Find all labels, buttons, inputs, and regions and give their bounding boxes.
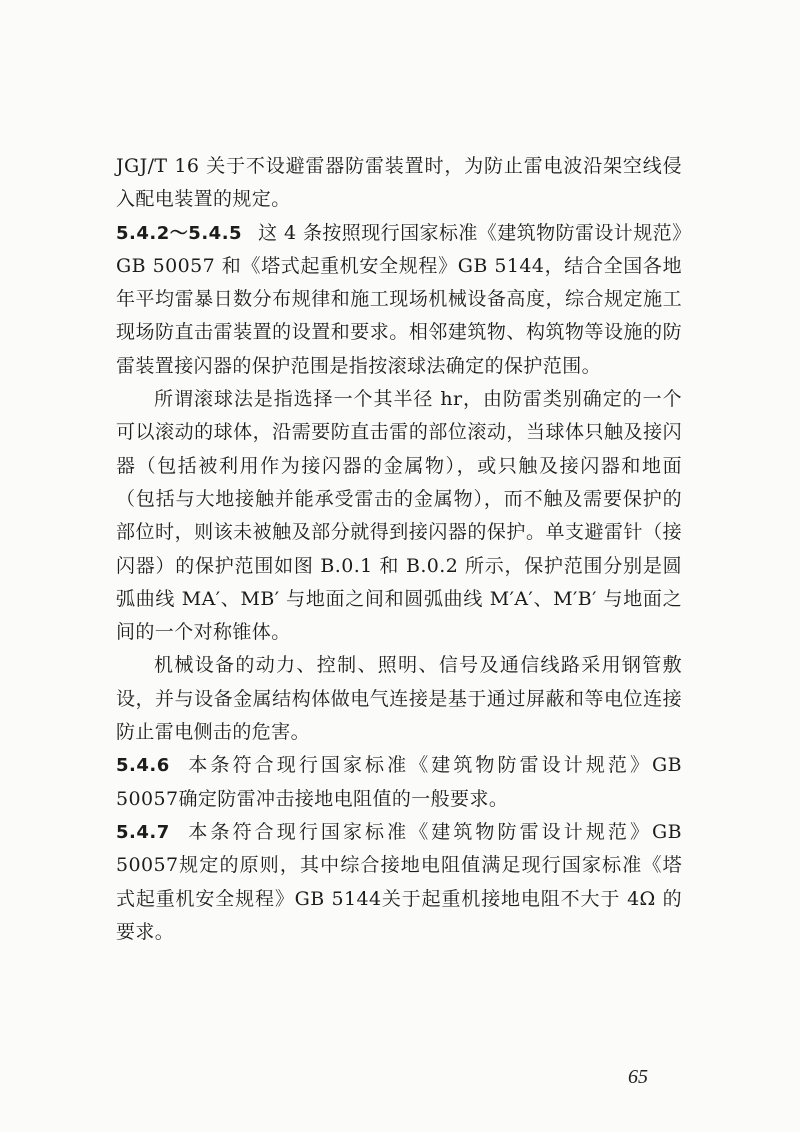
clause-number: 5.4.7 (116, 821, 170, 843)
paragraph-text: JGJ/T 16 关于不设避雷器防雷装置时，为防止雷电波沿架空线侵入配电装置的规定。 (116, 155, 682, 211)
paragraph-continuation (116, 150, 682, 217)
page-number: 65 (628, 1066, 648, 1088)
body-text (116, 150, 682, 949)
paragraph-text: 这 4 条按照现行国家标准《建筑物防雷设计规范》GB 50057 和《塔式起重机安全规程》GB 5144，结合全国各地年平均雷暴日数分布规律和施工现场机械设备高度，综合规定施工现场防直击雷装置的设置和要求。相邻建筑物、构筑物等设施的防雷装置接闪器的保护范围是指按滚球法确定的保护范围。 (116, 221, 682, 377)
paragraph-text: 本条符合现行国家标准《建筑物防雷设计规范》GB 50057规定的原则，其中综合接地电阻值满足现行国家标准《塔式起重机安全规程》GB 5144关于起重机接地电阻不大于 4Ω 的要求。 (116, 820, 682, 943)
paragraph-text: 本条符合现行国家标准《建筑物防雷设计规范》GB 50057确定防雷冲击接地电阻值的一般要求。 (116, 754, 682, 810)
paragraph-equipment-wiring (116, 649, 682, 749)
clause-number: 5.4.2～5.4.5 (116, 222, 243, 244)
clause-5-4-2-to-5-4-5 (116, 217, 682, 383)
paragraph-rolling-sphere (116, 383, 682, 649)
paragraph-text: 机械设备的动力、控制、照明、信号及通信线路采用钢管敷设，并与设备金属结构体做电气连接是基于通过屏蔽和等电位连接防止雷电侧击的危害。 (116, 654, 682, 744)
clause-number: 5.4.6 (116, 755, 170, 777)
clause-5-4-7 (116, 816, 682, 949)
clause-5-4-6 (116, 749, 682, 816)
paragraph-text: 所谓滚球法是指选择一个其半径 hr，由防雷类别确定的一个可以滚动的球体，沿需要防直击雷的部位滚动，当球体只触及接闪器（包括被利用作为接闪器的金属物），或只触及接闪器和地面（包括与大地接触并能承受雷击的金属物），而不触及需要保护的部位时，则该未被触及部分就得到接闪器的保护。单支避雷针（接闪器）的保护范围如图 B.0.1 和 B.0.2 所示，保护范围分别是圆弧曲线 MA′、MB′ 与地面之间和圆弧曲线 M′A′、M′B′ 与地面之间的一个对称锥体。 (116, 388, 682, 644)
